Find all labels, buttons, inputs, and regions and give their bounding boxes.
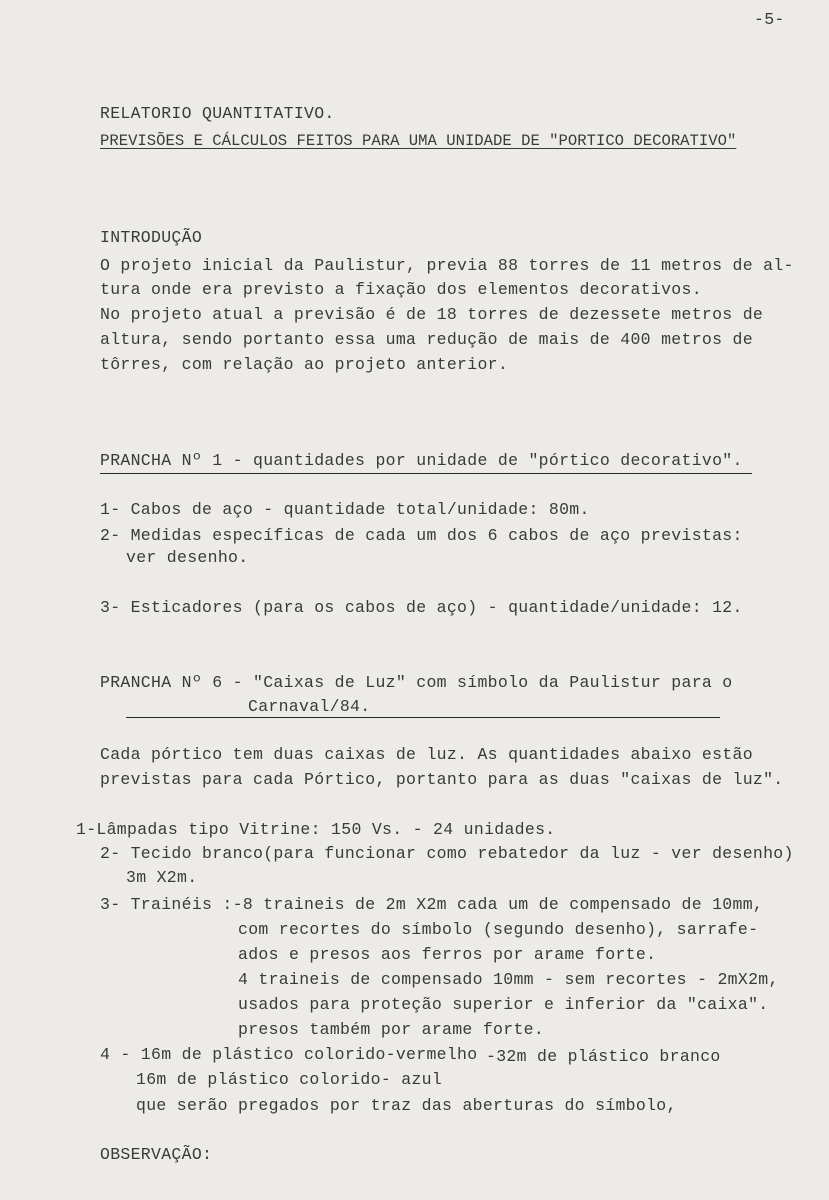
prancha6-item: ados e presos aos ferros por arame forte. [238,945,657,964]
page-number: -5- [754,10,785,29]
prancha6-item: que serão pregados por traz das aberturas do símbolo, [136,1096,677,1115]
prancha6-underline [126,717,720,718]
prancha6-item: 1-Lâmpadas tipo Vitrine: 150 Vs. - 24 unidades. [76,820,556,839]
prancha6-heading-cont: Carnaval/84. [248,697,371,716]
intro-heading: INTRODUÇÃO [100,228,203,247]
report-title: RELATORIO QUANTITATIVO. [100,104,335,123]
intro-line: tura onde era previsto a fixação dos elementos decorativos. [100,280,702,299]
prancha1-item: 3- Esticadores (para os cabos de aço) - quantidade/unidade: 12. [100,598,743,617]
intro-line: tôrres, com relação ao projeto anterior. [100,355,509,374]
prancha6-item: 3- Trainéis :-8 traineis de 2m X2m cada um de compensado de 10mm, [100,895,764,914]
prancha6-item: usados para proteção superior e inferior da "caixa". [238,995,769,1014]
prancha1-item: ver desenho. [126,548,249,567]
prancha6-item: -32m de plástico branco [486,1047,721,1066]
prancha6-item: presos também por arame forte. [238,1020,545,1039]
prancha6-item: 16m de plástico colorido- azul [136,1070,443,1089]
report-subtitle: PREVISÕES E CÁLCULOS FEITOS PARA UMA UNIDADE DE "PORTICO DECORATIVO" [100,132,737,150]
prancha1-underline [100,473,752,474]
prancha6-intro-line: Cada pórtico tem duas caixas de luz. As quantidades abaixo estão [100,745,753,764]
prancha1-heading: PRANCHA Nº 1 - quantidades por unidade de "pórtico decorativo". [100,451,743,470]
intro-line: O projeto inicial da Paulistur, previa 88 torres de 11 metros de al- [100,256,794,275]
prancha6-item: 2- Tecido branco(para funcionar como rebatedor da luz - ver desenho) [100,844,794,863]
prancha6-item: com recortes do símbolo (segundo desenho), sarrafe- [238,920,759,939]
observacao-heading: OBSERVAÇÃO: [100,1145,213,1164]
prancha6-intro-line: previstas para cada Pórtico, portanto para as duas "caixas de luz". [100,770,784,789]
prancha6-item: 3m X2m. [126,868,198,887]
prancha6-heading: PRANCHA Nº 6 - "Caixas de Luz" com símbolo da Paulistur para o [100,673,733,692]
intro-line: No projeto atual a previsão é de 18 torres de dezessete metros de [100,305,764,324]
intro-line: altura, sendo portanto essa uma redução de mais de 400 metros de [100,330,753,349]
prancha1-item: 1- Cabos de aço - quantidade total/unidade: 80m. [100,500,590,519]
prancha6-item: 4 - 16m de plástico colorido-vermelho [100,1045,478,1064]
prancha1-item: 2- Medidas específicas de cada um dos 6 cabos de aço previstas: [100,526,743,545]
prancha6-item: 4 traineis de compensado 10mm - sem recortes - 2mX2m, [238,970,779,989]
